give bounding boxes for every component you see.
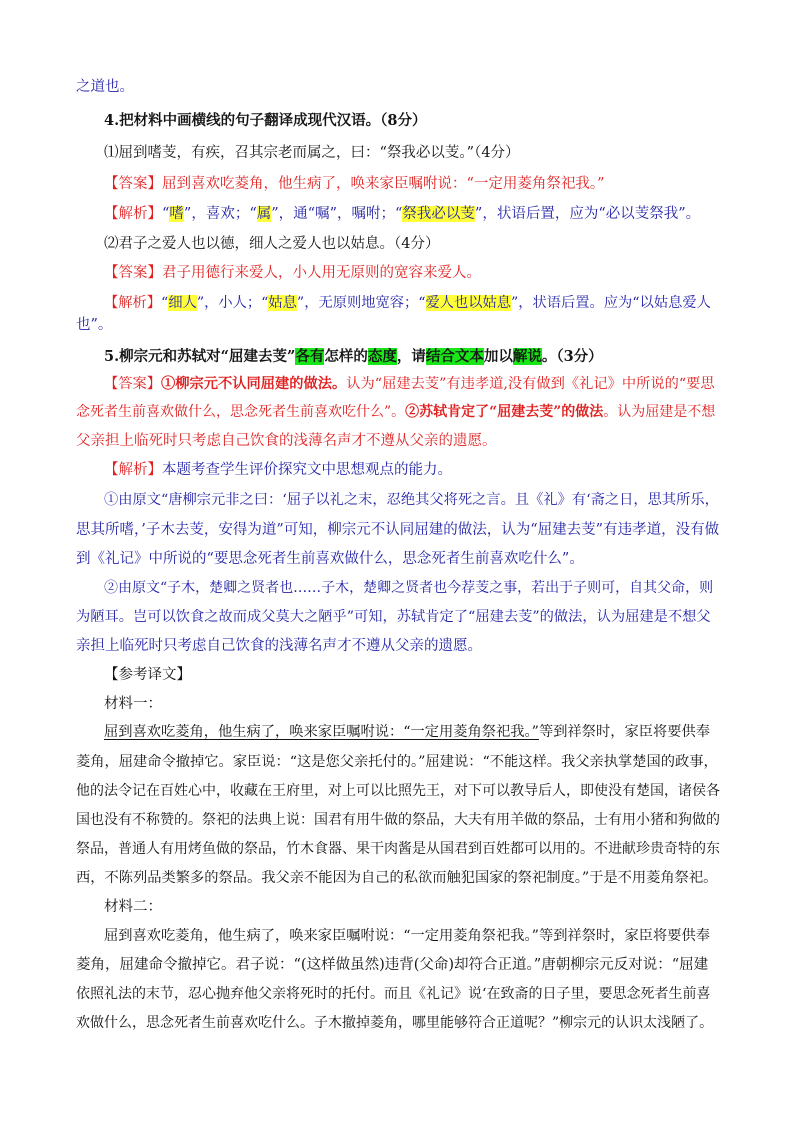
answer-text: 念死者生前喜欢做什么，思念死者生前喜欢吃什么”。	[76, 404, 406, 420]
analysis-text: ”，喜欢；“	[183, 206, 257, 222]
highlighted-keyword: 结合文本	[425, 348, 484, 365]
highlighted-term: 祭我必以芰	[402, 206, 475, 222]
material-2-line: 菱角，屈建命令撤掉它。君子说：“(这样做虽然)违背(父命)却符合正道。”唐朝柳宗元反对说：“屈建	[76, 957, 709, 973]
text-line: 之道也。	[76, 79, 134, 95]
analysis-tag: 【解析】	[104, 206, 162, 222]
question-4-title: 4.把材料中画横线的句子翻译成现代汉语。（8分）	[104, 112, 427, 129]
highlighted-term: 细人	[168, 295, 197, 311]
material-1-title: 材料一：	[104, 696, 162, 712]
analysis-text: “	[161, 295, 169, 311]
answer-text: 屈到喜欢吃菱角，他生病了，唤来家臣嘱咐说：“一定用菱角祭祀我。”	[162, 176, 605, 192]
analysis-text: ”，小人；“	[196, 295, 269, 311]
underlined-sentence: 屈到喜欢吃菱角，他生病了，唤来家臣嘱咐说：“一定用菱角祭祀我。”	[104, 724, 539, 740]
analysis-line	[104, 293, 711, 313]
reference-translation-title: 【参考译文】	[104, 667, 191, 683]
answer-line	[76, 402, 715, 422]
analysis-text: ”，状语后置。应为“以姑息爱人	[511, 295, 711, 311]
analysis-line-cont: 也”。	[76, 317, 113, 333]
answer-text: 君子用德行来爱人，小人用无原则的宽容来爱人。	[162, 265, 481, 281]
analysis-paragraph-2: ②由原文“子木，楚卿之贤者也……子木，楚卿之贤者也今荐芰之事，若出于子则可，自其父命，则	[104, 580, 714, 596]
analysis-line	[104, 204, 700, 224]
analysis-tag: 【解析】	[104, 295, 162, 311]
q5-text: 。（3分）	[541, 348, 603, 365]
highlighted-term: 嗜	[169, 206, 184, 222]
q5-text: 怎样的	[324, 348, 368, 365]
question-4-item-1: ⑴屈到嗜芰，有疾，召其宗老而属之，曰：“祭我必以芰。”（4分）	[104, 145, 520, 161]
highlighted-keyword: 解说	[512, 348, 542, 365]
translation-text: 等到祥祭时，家臣将要供奉	[538, 724, 710, 740]
analysis-text: ”，通“嘱”，嘱咐；“	[271, 206, 403, 222]
analysis-paragraph-2: 亲担上临死时只考虑自己饮食的浅薄名声才不遵从父亲的遗愿。	[76, 638, 482, 654]
answer-tag: 【答案】	[104, 376, 162, 392]
q5-text: 5.柳宗元和苏轼对“屈建去芰”	[104, 348, 296, 365]
q5-text: 加以	[483, 348, 513, 365]
highlighted-term: 属	[256, 206, 272, 222]
answer-line	[104, 374, 715, 394]
material-2-title: 材料二：	[104, 899, 162, 915]
answer-text: 认为“屈建去芰”有违孝道,没有做到《礼记》中所说的“要思	[346, 376, 715, 392]
analysis-text: “	[162, 206, 170, 222]
material-1-line: 西，不陈列品类繁多的祭品。我父亲不能因为自己的私欲而触犯国家的祭祀制度。”于是不用菱角祭祀。	[76, 870, 718, 886]
question-4-item-2: ⑵君子之爱人也以德，细人之爱人也以姑息。（4分）	[104, 236, 440, 252]
analysis-paragraph-1: ①由原文“唐柳宗元非之曰：‘屈子以礼之末，忍绝其父将死之言。且《礼》有‘斋之日，思其所乐，	[104, 492, 719, 508]
analysis-paragraph-2: 为陋耳。岂可以饮食之故而成父莫大之陋乎”可知，苏轼肯定了“屈建去芰”的做法，认为屈建是不想父	[76, 609, 711, 625]
highlighted-term: 爱人也以姑息	[425, 295, 512, 311]
q5-text: ，请	[396, 348, 426, 365]
highlighted-term: 姑息	[268, 295, 297, 311]
answer-line	[104, 263, 481, 283]
material-2-line: 依照礼法的末节，忍心抛弃他父亲将死时的托付。而且《礼记》说‘在致斋的日子里，要思念死者生前喜	[76, 986, 711, 1002]
material-2-line: 欢做什么，思念死者生前喜欢吃什么。子木撤掉菱角，哪里能够符合正道呢？”柳宗元的认识太浅陋了。	[76, 1015, 714, 1031]
material-1-line: 他的法令记在百姓心中，收藏在王府里，对上可以比照先王，对下可以教导后人，即使没有楚国，诸侯各	[76, 783, 720, 799]
analysis-text: 本题考查学生评价探究文中思想观点的能力。	[162, 462, 452, 478]
analysis-paragraph-1: 到《礼记》中所说的“要思念死者生前喜欢做什么，思念死者生前喜欢吃什么”。	[76, 551, 584, 567]
analysis-line	[104, 460, 452, 480]
material-1-line: 国也没有不称赞的。祭祀的法典上说：国君有用牛做的祭品，大夫有用羊做的祭品，士有用小猪和狗做的	[76, 812, 720, 828]
answer-line: 父亲担上临死时只考虑自己饮食的浅薄名声才不遵从父亲的遗愿。	[76, 433, 497, 449]
material-1-line	[104, 722, 710, 742]
material-1-line: 菱角，屈建命令撤掉它。家臣说：“这是您父亲托付的。”屈建说：“不能这样。我父亲执掌楚国的政事，	[76, 754, 718, 770]
answer-bold: ②苏轼肯定了“屈建去芰”的做法	[405, 404, 604, 420]
material-1-line: 祭品，普通人有用烤鱼做的祭品，竹木食器、果干肉酱是从国君到百姓都可以用的。不进献珍贵奇特的东	[76, 841, 720, 857]
material-2-line: 屈到喜欢吃菱角，他生病了，唤来家臣嘱咐说：“一定用菱角祭祀我。”等到祥祭时，家臣将要供奉	[104, 928, 710, 944]
answer-text: 。认为屈建是不想	[603, 404, 716, 420]
analysis-paragraph-1: 思其所嗜，’子木去芰，安得为道”可知，柳宗元不认同屈建的做法，认为“屈建去芰”有违孝道，没有做	[76, 522, 720, 538]
answer-line	[104, 174, 605, 194]
answer-tag: 【答案】	[104, 265, 162, 281]
answer-tag: 【答案】	[104, 176, 162, 192]
highlighted-keyword: 态度	[367, 348, 397, 365]
analysis-text: ”，状语后置，应为“必以芰祭我”。	[474, 206, 701, 222]
analysis-tag: 【解析】	[104, 462, 162, 478]
analysis-text: ”，无原则地宽容；“	[296, 295, 426, 311]
question-5-title	[104, 347, 603, 367]
highlighted-keyword: 各有	[295, 348, 325, 365]
answer-bold: ①柳宗元不认同屈建的做法。	[161, 376, 347, 392]
